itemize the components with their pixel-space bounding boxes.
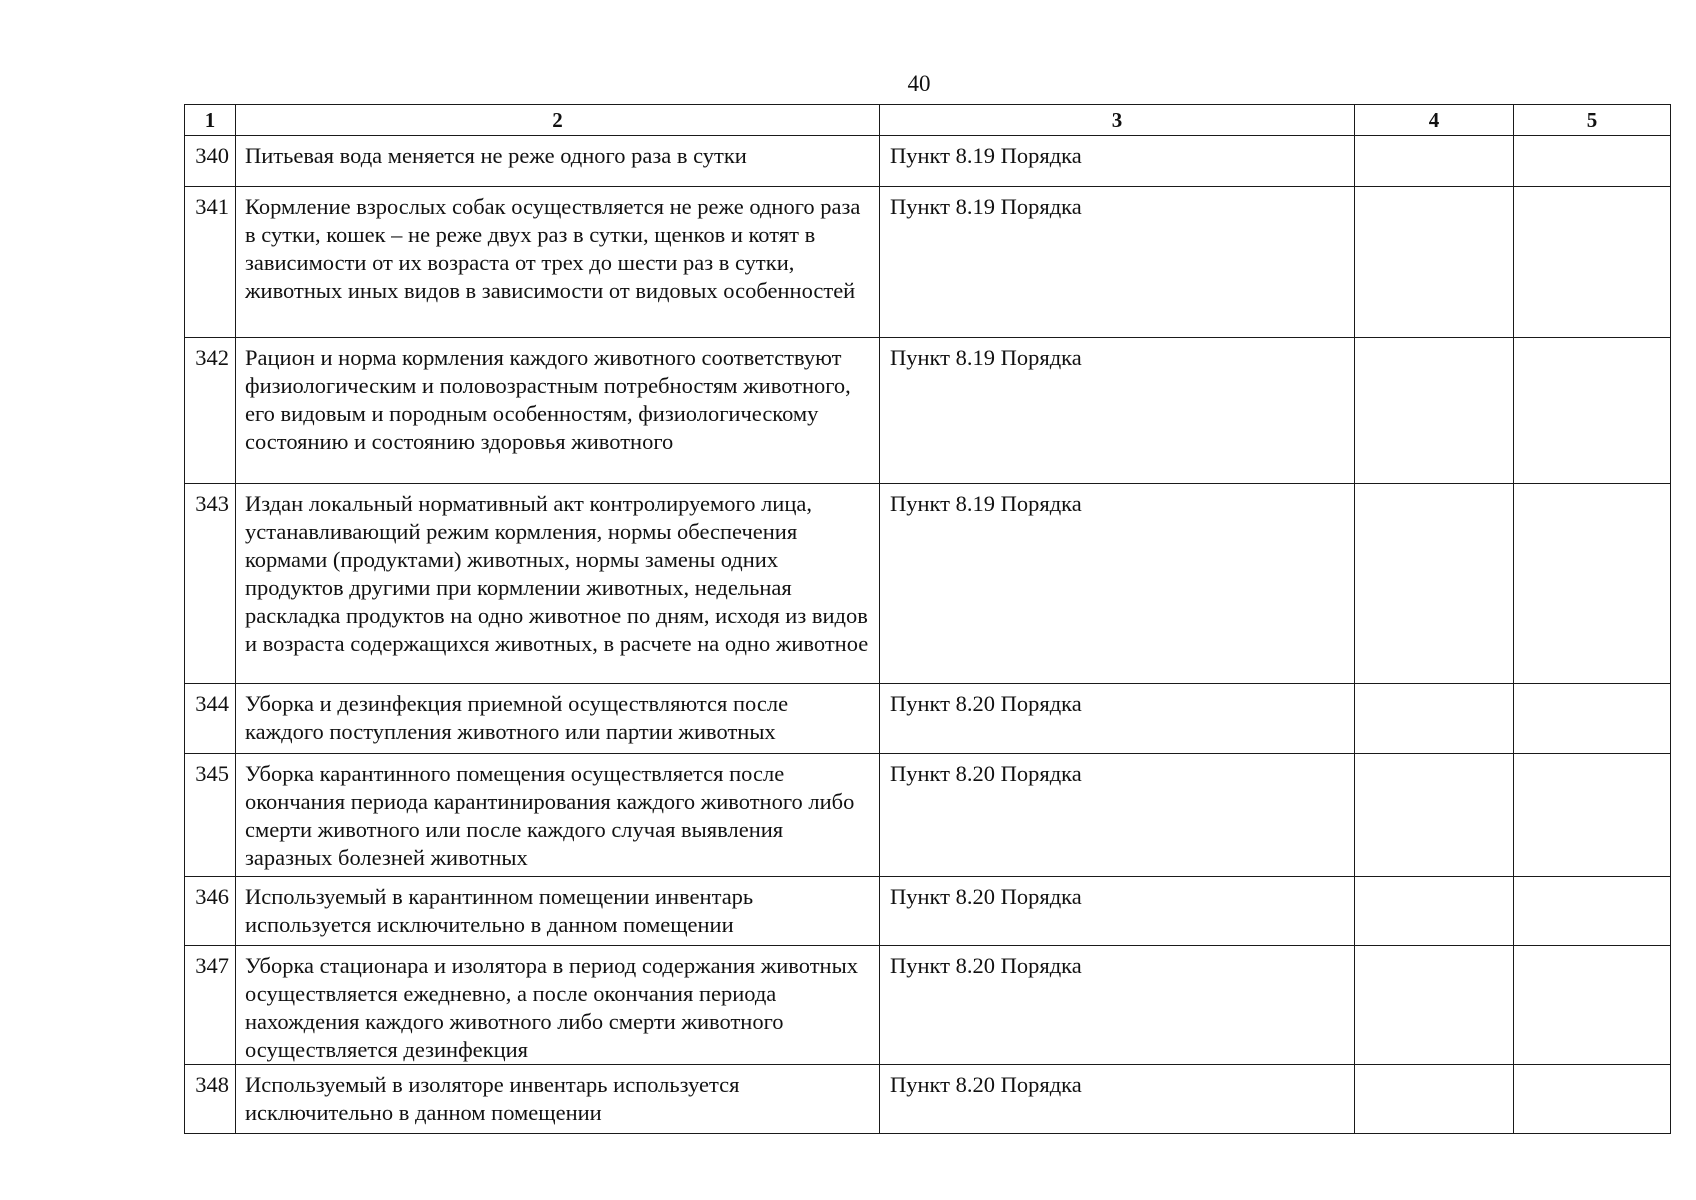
table-row <box>185 136 1671 187</box>
note-cell <box>1514 754 1671 877</box>
table-row <box>185 484 1671 684</box>
result-cell <box>1355 338 1514 484</box>
table-row <box>185 946 1671 1065</box>
legal-reference: Пункт 8.20 Порядка <box>880 684 1355 754</box>
legal-reference: Пункт 8.20 Порядка <box>880 946 1355 1065</box>
note-cell <box>1514 187 1671 338</box>
requirement-text: Уборка стационара и изолятора в период содержания животных осуществляется ежедневно, а после окончания периода нахождения каждого животного либо смерти животного осуществляется дезинфекция <box>236 946 880 1065</box>
legal-reference: Пункт 8.19 Порядка <box>880 338 1355 484</box>
note-cell <box>1514 136 1671 187</box>
result-cell <box>1355 187 1514 338</box>
column-header-3: 3 <box>880 105 1355 136</box>
table-row <box>185 877 1671 946</box>
legal-reference: Пункт 8.20 Порядка <box>880 877 1355 946</box>
table-row <box>185 684 1671 754</box>
result-cell <box>1355 877 1514 946</box>
table-header-row <box>185 105 1671 136</box>
note-cell <box>1514 946 1671 1065</box>
table-row <box>185 754 1671 877</box>
row-number: 341 <box>185 187 236 338</box>
note-cell <box>1514 338 1671 484</box>
column-header-4: 4 <box>1355 105 1514 136</box>
column-header-5: 5 <box>1514 105 1671 136</box>
note-cell <box>1514 877 1671 946</box>
legal-reference: Пункт 8.19 Порядка <box>880 187 1355 338</box>
result-cell <box>1355 1065 1514 1134</box>
row-number: 345 <box>185 754 236 877</box>
requirement-text: Рацион и норма кормления каждого животного соответствуют физиологическим и половозрастным потребностям животного, его видовым и породным особенностям, физиологическому состоянию и состоянию здоровья животного <box>236 338 880 484</box>
table-row <box>185 338 1671 484</box>
row-number: 342 <box>185 338 236 484</box>
legal-reference: Пункт 8.20 Порядка <box>880 754 1355 877</box>
requirement-text: Питьевая вода меняется не реже одного раза в сутки <box>236 136 880 187</box>
requirement-text: Уборка карантинного помещения осуществляется после окончания периода карантинирования каждого животного либо смерти животного или после каждого случая выявления заразных болезней животных <box>236 754 880 877</box>
result-cell <box>1355 484 1514 684</box>
row-number: 343 <box>185 484 236 684</box>
row-number: 340 <box>185 136 236 187</box>
requirement-text: Издан локальный нормативный акт контролируемого лица, устанавливающий режим кормления, нормы обеспечения кормами (продуктами) животных, нормы замены одних продуктов другими при кормлении животных, недельная раскладка продуктов на одно животное по дням, исходя из видов и возраста содержащихся животных, в расчете на одно животное <box>236 484 880 684</box>
note-cell <box>1514 484 1671 684</box>
column-header-2: 2 <box>236 105 880 136</box>
row-number: 344 <box>185 684 236 754</box>
result-cell <box>1355 684 1514 754</box>
requirement-text: Используемый в карантинном помещении инвентарь используется исключительно в данном помещении <box>236 877 880 946</box>
page-number: 40 <box>907 71 931 96</box>
column-header-1: 1 <box>185 105 236 136</box>
legal-reference: Пункт 8.19 Порядка <box>880 484 1355 684</box>
row-number: 347 <box>185 946 236 1065</box>
result-cell <box>1355 136 1514 187</box>
requirements-table <box>184 104 1671 1134</box>
row-number: 348 <box>185 1065 236 1134</box>
result-cell <box>1355 754 1514 877</box>
note-cell <box>1514 684 1671 754</box>
table-row <box>185 1065 1671 1134</box>
requirement-text: Используемый в изоляторе инвентарь используется исключительно в данном помещении <box>236 1065 880 1134</box>
table-row <box>185 187 1671 338</box>
requirement-text: Уборка и дезинфекция приемной осуществляются после каждого поступления животного или партии животных <box>236 684 880 754</box>
legal-reference: Пункт 8.20 Порядка <box>880 1065 1355 1134</box>
legal-reference: Пункт 8.19 Порядка <box>880 136 1355 187</box>
row-number: 346 <box>185 877 236 946</box>
note-cell <box>1514 1065 1671 1134</box>
result-cell <box>1355 946 1514 1065</box>
requirement-text: Кормление взрослых собак осуществляется не реже одного раза в сутки, кошек – не реже двух раз в сутки, щенков и котят в зависимости от их возраста от трех до шести раз в сутки, животных иных видов в зависимости от видовых особенностей <box>236 187 880 338</box>
